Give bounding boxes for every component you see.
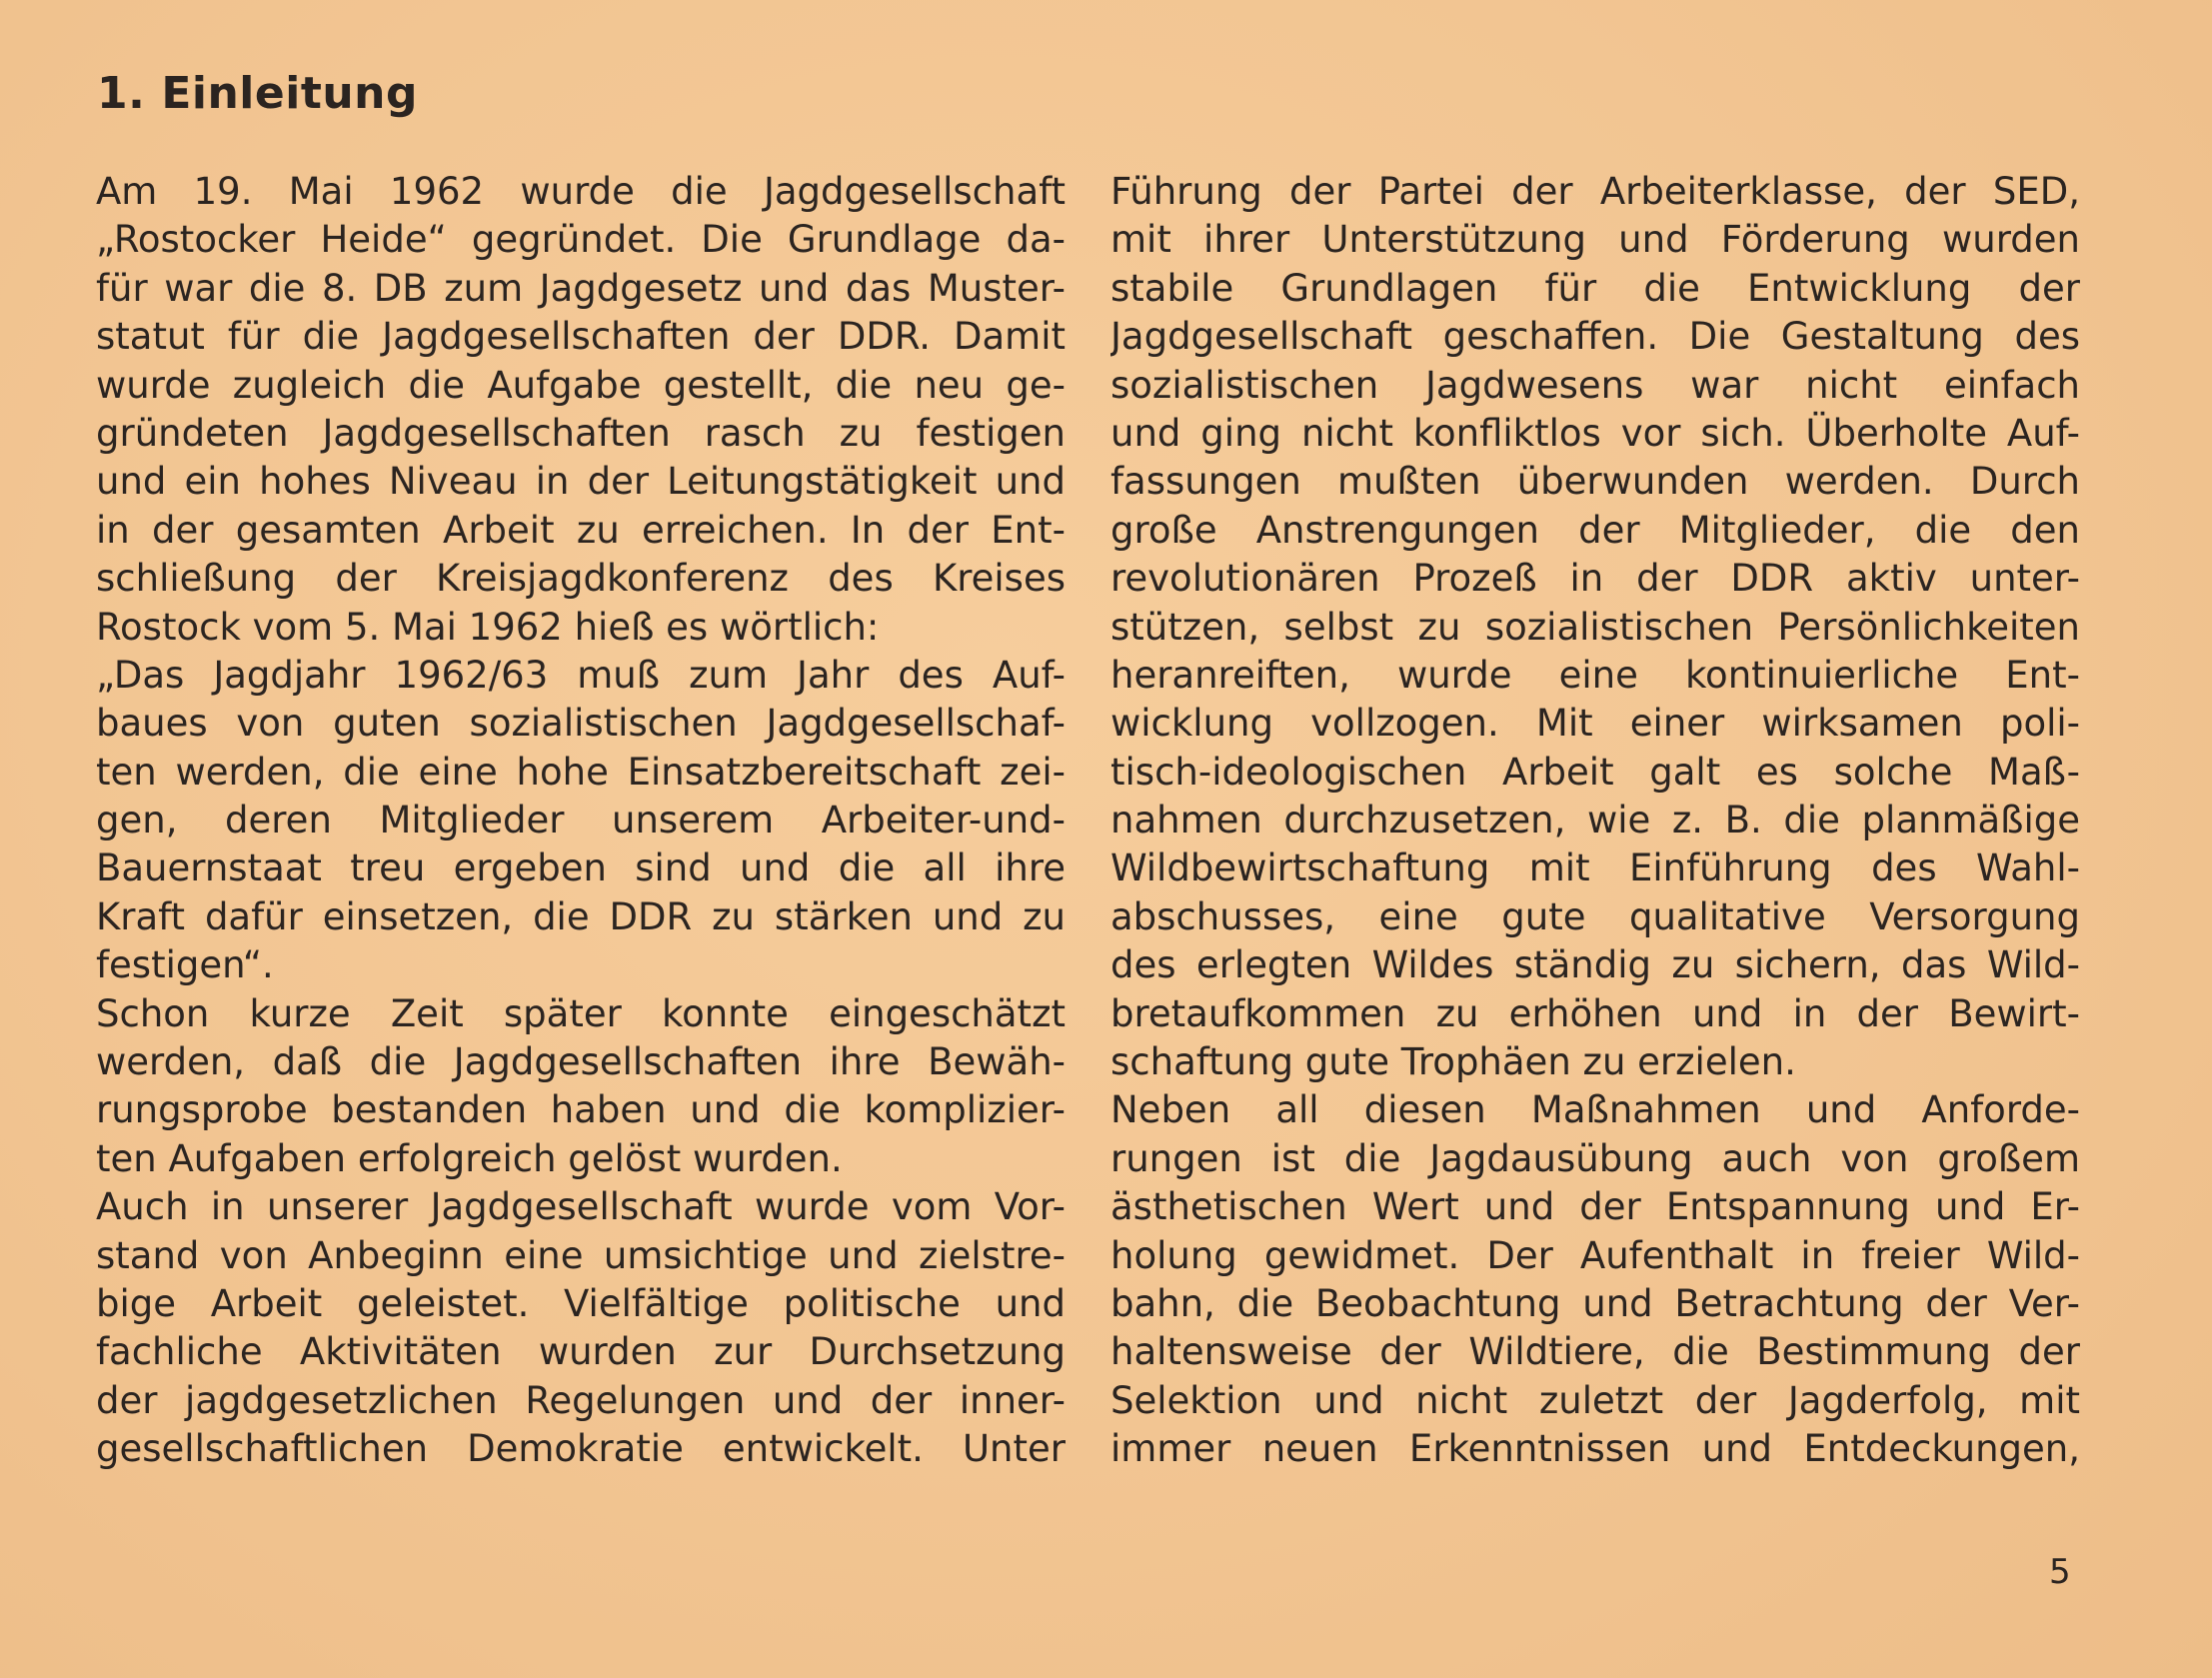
text-line: stabile Grundlagen für die Entwicklung der <box>1110 266 2080 310</box>
text-line: gründeten Jagdgesellschaften rasch zu festigen <box>96 411 1066 455</box>
text-line: holung gewidmet. Der Aufenthalt in freier Wild- <box>1110 1233 2080 1277</box>
text-line: „Das Jagdjahr 1962/63 muß zum Jahr des Auf- <box>96 653 1066 697</box>
chapter-title: Einleitung <box>161 68 418 119</box>
text-line: ten werden, die eine hohe Einsatzbereitschaft zei- <box>96 750 1066 794</box>
text-line: bretaufkommen zu erhöhen und in der Bewirt- <box>1110 991 2080 1035</box>
left-text-column <box>96 168 1066 1474</box>
text-line: bige Arbeit geleistet. Vielfältige politische und <box>96 1281 1066 1325</box>
text-line: Rostock vom 5. Mai 1962 hieß es wörtlich: <box>96 605 880 649</box>
text-line: des erlegten Wildes ständig zu sichern, das Wild- <box>1110 943 2080 987</box>
text-line: heranreiften, wurde eine kontinuierliche Ent- <box>1110 653 2080 697</box>
text-line: und ging nicht konfliktlos vor sich. Überholte Auf- <box>1110 411 2080 455</box>
text-line: „Rostocker Heide“ gegründet. Die Grundlage da- <box>96 218 1066 262</box>
text-line: wurde zugleich die Aufgabe gestellt, die neu ge- <box>96 363 1066 407</box>
text-line: festigen“. <box>96 943 274 987</box>
text-line: Wildbewirtschaftung mit Einführung des Wahl- <box>1110 846 2080 890</box>
right-text-column <box>1110 168 2080 1474</box>
text-line: haltensweise der Wildtiere, die Bestimmung der <box>1110 1330 2080 1374</box>
text-line: fachliche Aktivitäten wurden zur Durchsetzung <box>96 1330 1066 1374</box>
text-line: baues von guten sozialistischen Jagdgesellschaf- <box>96 702 1066 746</box>
text-line: werden, daß die Jagdgesellschaften ihre Bewäh- <box>96 1040 1066 1084</box>
text-line: abschusses, eine gute qualitative Versorgung <box>1110 894 2080 938</box>
text-line: der jagdgesetzlichen Regelungen und der inner- <box>96 1378 1066 1422</box>
text-line: Am 19. Mai 1962 wurde die Jagdgesellschaft <box>96 170 1066 213</box>
text-line: große Anstrengungen der Mitglieder, die den <box>1110 508 2080 552</box>
text-line: für war die 8. DB zum Jagdgesetz und das Muster- <box>96 266 1066 310</box>
text-line: Selektion und nicht zuletzt der Jagderfolg, mit <box>1110 1378 2080 1422</box>
text-line: mit ihrer Unterstützung und Förderung wurden <box>1110 218 2080 262</box>
text-line: revolutionären Prozeß in der DDR aktiv unter- <box>1110 557 2080 601</box>
text-line: Bauernstaat treu ergeben sind und die all ihre <box>96 846 1066 890</box>
page-number: 5 <box>2049 1552 2071 1592</box>
text-line: bahn, die Beobachtung und Betrachtung der Ver- <box>1110 1281 2080 1325</box>
text-line: Kraft dafür einsetzen, die DDR zu stärken und zu <box>96 894 1066 938</box>
text-line: Auch in unserer Jagdgesellschaft wurde vom Vor- <box>96 1185 1066 1229</box>
text-line: Schon kurze Zeit später konnte eingeschätzt <box>96 991 1066 1035</box>
text-line: Führung der Partei der Arbeiterklasse, der SED, <box>1110 170 2080 213</box>
text-line: schließung der Kreisjagdkonferenz des Kreises <box>96 557 1066 601</box>
text-line: rungsprobe bestanden haben und die komplizier- <box>96 1088 1066 1132</box>
text-line: in der gesamten Arbeit zu erreichen. In der Ent- <box>96 508 1066 552</box>
text-line: sozialistischen Jagdwesens war nicht einfach <box>1110 363 2080 407</box>
text-line: ten Aufgaben erfolgreich gelöst wurden. <box>96 1136 843 1180</box>
text-line: wicklung vollzogen. Mit einer wirksamen poli- <box>1110 702 2080 746</box>
text-line: statut für die Jagdgesellschaften der DDR. Damit <box>96 315 1066 359</box>
text-line: stand von Anbeginn eine umsichtige und zielstre- <box>96 1233 1066 1277</box>
text-line: gesellschaftlichen Demokratie entwickelt. Unter <box>96 1427 1066 1471</box>
text-line: gen, deren Mitglieder unserem Arbeiter-und- <box>96 799 1066 842</box>
text-line: Neben all diesen Maßnahmen und Anforde- <box>1110 1088 2080 1132</box>
text-line: tisch-ideologischen Arbeit galt es solche Maß- <box>1110 750 2080 794</box>
text-line: schaftung gute Trophäen zu erzielen. <box>1110 1040 1796 1084</box>
text-line: immer neuen Erkenntnissen und Entdeckungen, <box>1110 1427 2080 1471</box>
text-line: nahmen durchzusetzen, wie z. B. die planmäßige <box>1110 799 2080 842</box>
text-line: fassungen mußten überwunden werden. Durch <box>1110 460 2080 504</box>
text-line: stützen, selbst zu sozialistischen Persönlichkeiten <box>1110 605 2080 649</box>
chapter-number: 1. <box>97 68 146 119</box>
chapter-heading <box>97 68 418 119</box>
text-line: Jagdgesellschaft geschaffen. Die Gestaltung des <box>1110 315 2080 359</box>
text-line: ästhetischen Wert und der Entspannung und Er- <box>1110 1185 2080 1229</box>
text-line: und ein hohes Niveau in der Leitungstätigkeit und <box>96 460 1066 504</box>
text-line: rungen ist die Jagdausübung auch von großem <box>1110 1136 2080 1180</box>
